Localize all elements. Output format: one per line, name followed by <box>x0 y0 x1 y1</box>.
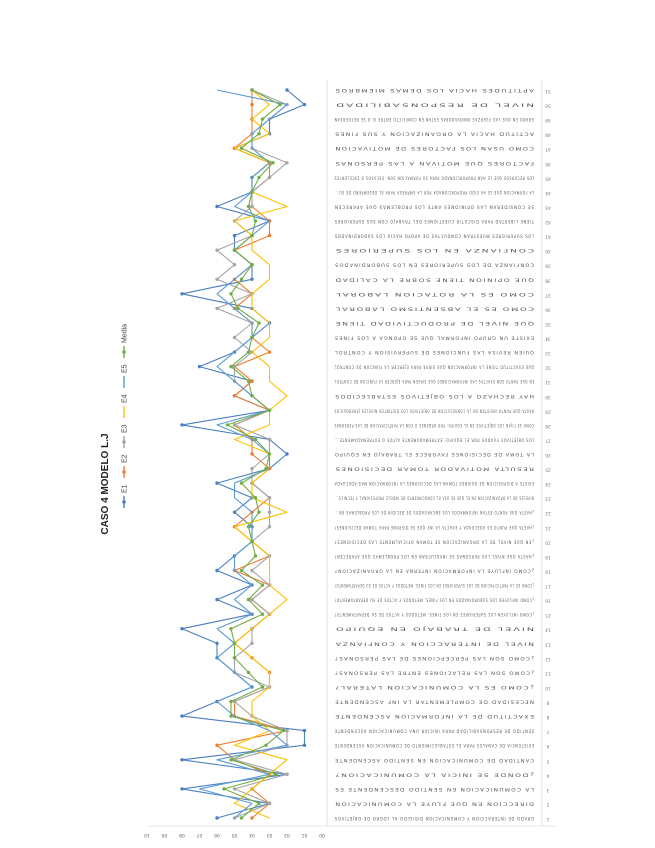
data-point-e1 <box>180 292 183 295</box>
question-number: 33 <box>545 350 551 356</box>
question-label: CANTIDAD DE COMUNICACION EN SENTIDO ASCENDENTE <box>368 756 534 762</box>
question-label: EXISTE A DISPOSICION DE QUIENES TOMAN LAS DECISIONES LA INFORMACION MAS ADECUADA <box>255 480 534 486</box>
axis-tick-label: 02 <box>284 832 290 837</box>
data-point-media <box>247 350 250 353</box>
question-number: 9 <box>546 699 550 705</box>
question-number: 49 <box>545 117 551 123</box>
series-line-e4 <box>235 90 288 818</box>
question-number: 30 <box>545 393 551 399</box>
data-point-media <box>247 205 250 208</box>
question-label: ¿COMO INFLUYEN LOS SUPERIORES EN LOS FINES, METODOS Y ACTOS DE SU DEPARTAMENTO? <box>258 611 534 617</box>
axis-tick-label: 07 <box>196 832 203 837</box>
data-point-e1 <box>303 744 306 747</box>
data-point-e3 <box>268 496 271 499</box>
question-label: DIRECCION EN QUE FLUYE LA COMUNICACION <box>400 800 534 806</box>
data-point-e1 <box>180 627 183 630</box>
question-number: 46 <box>545 160 551 166</box>
data-point-e3 <box>215 278 218 281</box>
question-number: 36 <box>545 306 551 312</box>
data-point-media <box>261 685 264 688</box>
question-label: HASTA QUE PUNTO INSISTEN EN LA CONSECUCION DE OBJETIVOS LOS DISTINTOS NIVELES JERARQUICOS <box>227 407 534 413</box>
question-number: 14 <box>545 626 551 632</box>
data-point-media <box>250 540 253 543</box>
data-point-media <box>257 176 260 179</box>
question-number: 38 <box>545 277 551 283</box>
data-point-e1 <box>303 729 306 732</box>
question-label: ¿COMO INFLUYEN LOS SUBORDINADOS EN LOS FINES, METODOS Y ACTOS DE SU DEPARTAMENTO? <box>248 596 534 602</box>
question-label: COMO USAN LOS FACTORES DE MOTIVACION <box>405 145 534 151</box>
question-label: NIVEL DE RESPONSABILIDAD <box>450 101 534 107</box>
question-label: ¿COMO SON LAS RELACIONES ENTRE LAS PERSONAS? <box>377 669 534 675</box>
data-point-media <box>222 787 225 790</box>
data-point-e3 <box>215 307 218 310</box>
axis-tick-label: 06 <box>214 832 220 837</box>
data-point-media <box>229 627 232 630</box>
data-point-e2 <box>250 380 253 383</box>
data-point-media <box>240 481 243 484</box>
data-point-e1 <box>215 569 218 572</box>
data-point-media <box>233 642 236 645</box>
question-number: 24 <box>545 481 551 487</box>
question-label: QUE NIVEL DE PRODUCTIVIDAD TIENE <box>423 320 534 325</box>
chart-title: CASO 4 MODELO L.J <box>100 433 111 535</box>
data-point-e1 <box>215 598 218 601</box>
question-number: 10 <box>545 685 551 690</box>
question-number: 50 <box>545 102 551 108</box>
data-point-media <box>240 278 243 281</box>
data-point-e2 <box>250 452 253 455</box>
question-number: 48 <box>545 131 551 137</box>
data-point-media <box>250 234 253 237</box>
question-number: 51 <box>545 88 551 93</box>
question-number: 28 <box>545 422 551 428</box>
question-number: 39 <box>545 262 551 268</box>
data-point-media <box>250 394 253 397</box>
data-point-media <box>254 554 257 557</box>
question-label: LOS RECURSOS QUE LE HAN PROPORCIONADO PARA SU FORMACION SON: ESCASOS O EXCELENTES <box>245 174 534 180</box>
axis-tick-label: 04 <box>249 832 255 837</box>
data-point-e1 <box>198 365 201 368</box>
question-label: NIVELES DE LA ORGANIZACION EN EL QUE SE USA EL CONOCIMIENTO DE INDOLE PROFESIONAL Y TECNICO... <box>213 494 534 500</box>
data-point-media <box>254 496 257 499</box>
question-number: 35 <box>545 321 551 326</box>
question-number: 21 <box>545 524 551 530</box>
data-point-media <box>247 598 250 601</box>
data-point-media <box>250 263 253 266</box>
question-label: LOS OBJETIVOS FIJADOS POR EL EQUIPO: EXTREMADAMENTE ALTOS O EXTREMADAMENTE... <box>267 436 534 442</box>
question-label: QUIEN REVISA LAS FUNCIONES DE SUPERVISION Y CONTROL <box>357 349 534 355</box>
question-number: 12 <box>545 655 551 661</box>
question-number: 47 <box>545 146 551 152</box>
data-point-e1 <box>180 787 183 790</box>
legend-marker <box>122 440 126 444</box>
question-number: 43 <box>545 204 551 210</box>
data-point-e3 <box>250 467 253 470</box>
data-point-media <box>268 409 271 412</box>
data-point-e3 <box>233 336 236 339</box>
question-number: 27 <box>545 437 551 443</box>
data-point-media <box>264 744 267 747</box>
data-point-media <box>264 467 267 470</box>
question-labels <box>213 87 551 822</box>
question-number: 11 <box>545 670 551 676</box>
data-point-media <box>261 613 264 616</box>
data-point-media <box>268 452 271 455</box>
question-label: LA COMUNICACION EN SENTIDO DESCENDENTE ES <box>387 785 534 791</box>
question-label: EN QUE PUNTO SON EXACTAS LAS INFORMACIONES QUE SIRVEN PARA EJERCER LA FUNCION DE CONTROL <box>226 378 534 384</box>
data-point-e3 <box>250 598 253 601</box>
data-point-e2 <box>233 394 236 397</box>
data-point-e2 <box>250 103 253 106</box>
legend <box>122 324 129 508</box>
question-number: 13 <box>545 641 551 647</box>
data-point-media <box>278 103 281 106</box>
data-point-e3 <box>215 249 218 252</box>
data-point-e3 <box>250 642 253 645</box>
question-number: 23 <box>545 495 551 501</box>
axis-tick-label: 09 <box>161 832 168 837</box>
data-point-media <box>233 656 236 659</box>
question-label: COMO SE FIJAN LOS OBJETIVOS EN EL EQUIPO: POR ORDENES O CON LA PARTICIPACION DE LAS PERSONAS <box>220 421 534 427</box>
data-point-e3 <box>250 569 253 572</box>
question-label: QUE EXACTITUD TIENE LA INFORMACION QUE SIRVE PARA EJERCER LA FUNCION DE CONTROL <box>261 363 534 369</box>
question-label: EXISTE UN GRUPO INFORMAL QUE SE OPONGA A LOS FINES <box>360 334 534 340</box>
data-point-e1 <box>215 642 218 645</box>
question-number: 6 <box>546 743 550 749</box>
question-label: TIENE LIBERTAD PARA DISCUTIR CUESTIONES DEL TRABAJO CON SUS SUPERIORES <box>294 218 534 223</box>
data-point-media <box>271 161 274 164</box>
question-number: 4 <box>546 772 550 778</box>
question-number: 8 <box>546 714 550 720</box>
data-point-media <box>247 525 250 528</box>
question-label: CONFIANZA EN LOS SUPERIORES <box>438 247 534 253</box>
data-point-media <box>257 132 260 135</box>
legend-label: Media <box>121 323 129 343</box>
question-number: 18 <box>545 568 551 574</box>
data-point-e1 <box>233 234 236 237</box>
data-point-e1 <box>180 423 183 426</box>
axis-tick-label: 03 <box>266 832 273 837</box>
question-number: 16 <box>545 597 551 603</box>
question-label: EXISTENCIA DE CANALES PARA EL ESTABLECIMIENTO DE COMUNICACION ASCENDENTE <box>281 742 534 748</box>
data-point-e1 <box>285 88 288 91</box>
data-point-e1 <box>180 758 183 761</box>
question-label: FACTORES QUE MOTIVAN A LAS PERSONAS <box>409 159 534 165</box>
question-label: SE CONSIDERAN LAS OPINIONES ANTE LOS PROBLEMAS QUE APARECEN <box>325 203 534 209</box>
data-point-e1 <box>215 816 218 819</box>
data-point-e2 <box>268 234 271 237</box>
data-point-media <box>261 583 264 586</box>
question-number: 31 <box>545 379 551 385</box>
question-label: QUE OPINION TIENE SOBRE LA CALIDAD <box>417 276 534 282</box>
question-number: 32 <box>545 364 551 370</box>
axis-tick-label: 08 <box>179 832 185 837</box>
legend-label: E1 <box>121 484 129 493</box>
legend-marker <box>122 350 126 354</box>
legend-label: E3 <box>121 424 129 433</box>
series-line-media <box>224 90 284 818</box>
data-point-media <box>247 380 250 383</box>
data-point-media <box>240 816 243 819</box>
question-label: CONFIANZA DE LOS SUPERIORES EN LOS SUBORDINADOS <box>366 261 534 267</box>
axis-tick-label: 00 <box>319 832 325 837</box>
question-label: APTITUDES HACIA LOS DEMAS MIEMBROS <box>413 87 534 92</box>
question-label: GRADO EN QUE LAS FUERZAS INNOVADORAS ESTAN EN CONFLICTO ENTRE SI O SE REFUERZAN <box>256 116 534 122</box>
question-number: 19 <box>545 553 551 559</box>
data-point-e3 <box>233 365 236 368</box>
data-point-media <box>282 729 285 732</box>
question-label: ¿HASTA QUE PUNTO ES ADECUADA Y EXACTA LA INF QUE SE DISPONE PARA TOMAR DECISIONES? <box>249 523 534 529</box>
data-point-media <box>250 190 253 193</box>
legend-label: E5 <box>121 364 129 373</box>
question-number: 34 <box>545 335 551 341</box>
data-point-e3 <box>285 161 288 164</box>
data-point-media <box>236 307 239 310</box>
data-point-media <box>257 511 260 514</box>
question-number: 37 <box>545 291 551 297</box>
question-label: ¿COMO ES LA COMUNICACION LATERAL? <box>416 684 534 689</box>
data-point-e3 <box>285 729 288 732</box>
data-point-media <box>240 147 243 150</box>
value-axis <box>144 832 325 838</box>
data-point-media <box>229 758 232 761</box>
data-point-media <box>229 714 232 717</box>
question-number: 42 <box>545 219 551 224</box>
data-point-media <box>254 219 257 222</box>
legend-label: E2 <box>121 454 129 463</box>
question-label: ¿COMO SON LAS PERCEPCIONES DE LAS PERSONAS? <box>381 654 534 660</box>
question-number: 40 <box>545 248 551 254</box>
data-point-e1 <box>233 511 236 514</box>
data-point-media <box>254 438 257 441</box>
question-label: ¿COMO INFLUYE LA INFORMACION INTERNA EN LA ORGANIZACION? <box>338 567 534 573</box>
question-number: 25 <box>545 466 551 472</box>
question-label: COMO ES LA ROTACION LABORAL <box>437 290 534 296</box>
axis-tick-label: 10 <box>144 832 150 837</box>
data-point-e3 <box>285 773 288 776</box>
question-label: ¿HASTA QUE PUNTO ESTAN INFORMADOS LOS ENCARGADOS DE DECIDIR DE LOS PROBLEMAS EN... <box>246 509 534 515</box>
data-point-e3 <box>268 176 271 179</box>
question-label: NIVEL DE TRABAJO EN EQUIPO <box>445 625 534 631</box>
data-point-e3 <box>233 423 236 426</box>
question-label: ¿COMO ES LA PARTICIPACION DE LOS SUPERIORES EN LOS FINES, METODOS Y ACTOS DE SU DEPARTAMENTO? <box>213 582 534 587</box>
data-point-media <box>229 365 232 368</box>
question-number: 44 <box>545 189 551 195</box>
question-label: COMO ES EL ABSENTISMO LABORAL <box>430 305 534 311</box>
question-number: 41 <box>545 233 551 239</box>
axis-tick-label: 01 <box>301 832 308 837</box>
question-label: HAY RECHAZO A LOS OBJETIVOS ESTABLECIDOS <box>394 392 534 398</box>
data-point-media <box>257 321 260 324</box>
data-point-media <box>229 292 232 295</box>
data-point-media <box>250 88 253 91</box>
legend-label: E4 <box>121 394 129 403</box>
legend-marker <box>122 500 126 504</box>
data-point-e1 <box>285 452 288 455</box>
data-point-media <box>257 802 260 805</box>
data-point-e1 <box>215 481 218 484</box>
question-number: 2 <box>546 801 550 807</box>
data-point-e3 <box>268 438 271 441</box>
data-point-media <box>233 249 236 252</box>
question-number: 17 <box>545 583 551 588</box>
question-label: ¿EN QUE NIVEL DE LA ORGANIZACION SE TOMAN OFICIALMENTE LAS DECISIONES? <box>292 538 534 544</box>
data-point-e1 <box>180 714 183 717</box>
question-number: 45 <box>545 175 551 181</box>
question-number: 5 <box>546 757 550 763</box>
data-point-e3 <box>268 511 271 514</box>
data-point-media <box>226 423 229 426</box>
question-label: EXACTITUD DE LA INFORMACION ASCENDENTE <box>398 713 534 719</box>
data-point-e3 <box>233 263 236 266</box>
question-number: 15 <box>545 612 551 618</box>
question-number: 22 <box>545 510 551 516</box>
legend-marker <box>122 470 126 474</box>
data-point-e3 <box>250 205 253 208</box>
question-label: LOS SUPERIORES MUESTRAN CONDUCTAS DE APOYO HACIA LOS SUBORDINADOS <box>300 232 534 238</box>
data-point-media <box>261 117 264 120</box>
data-point-media <box>250 336 253 339</box>
question-label: RESULTA MOTIVADOR TOMAR DECISIONES <box>412 465 534 471</box>
data-point-media <box>247 671 250 674</box>
question-number: 7 <box>546 728 550 734</box>
question-label: NIVEL DE INTERACCION Y CONFIANZA <box>423 640 534 646</box>
data-point-e1 <box>215 205 218 208</box>
question-label: ¿DONDE SE INICIA LA COMUNICACION? <box>420 771 534 777</box>
question-label: LA FORMACION QUE LE HA SIDO PROPORCIONADA POR LA EMPRESA PARA EL DESEMPEÑO DE SU... <box>245 188 534 194</box>
data-point-e1 <box>250 278 253 281</box>
question-number: 3 <box>546 786 550 792</box>
data-point-media <box>275 773 278 776</box>
question-label: GRADO DE INTERACCION Y COMUNICACION DIRIGIDO AL LOGRO DE OBJETIVOS <box>304 815 534 820</box>
data-point-e3 <box>233 787 236 790</box>
question-number: 29 <box>545 408 551 414</box>
data-point-e1 <box>303 103 306 106</box>
question-label: ACTITUD HACIA LA ORGANIZACION Y SUS FINES <box>393 130 534 136</box>
question-number: 26 <box>545 452 551 457</box>
question-label: SENTIDO DE RESPONSABILIDAD PARA INICIAR UNA COMUNICACION ASCENDENTE <box>298 727 534 733</box>
question-label: NECESIDAD DE COMPLEMENTAR LA INF ASCENDENTE <box>380 698 534 704</box>
data-point-e2 <box>250 816 253 819</box>
data-point-media <box>229 700 232 703</box>
question-number: 1 <box>546 816 550 821</box>
question-label: LA TOMA DE DECISIONES FAVORECE EL TRABAJO EN EQUIPO <box>357 451 534 456</box>
data-point-e3 <box>268 525 271 528</box>
data-point-e2 <box>215 744 218 747</box>
axis-tick-label: 05 <box>231 832 238 837</box>
question-label: ¿HASTA QUE NIVEL LAS PERSONAS SE INVOLUCRAN EN LOS PROBLEMAS QUE APARECEN? <box>274 552 534 558</box>
question-number: 20 <box>545 539 551 545</box>
data-point-media <box>240 569 243 572</box>
data-point-e2 <box>268 350 271 353</box>
data-point-e3 <box>268 802 271 805</box>
